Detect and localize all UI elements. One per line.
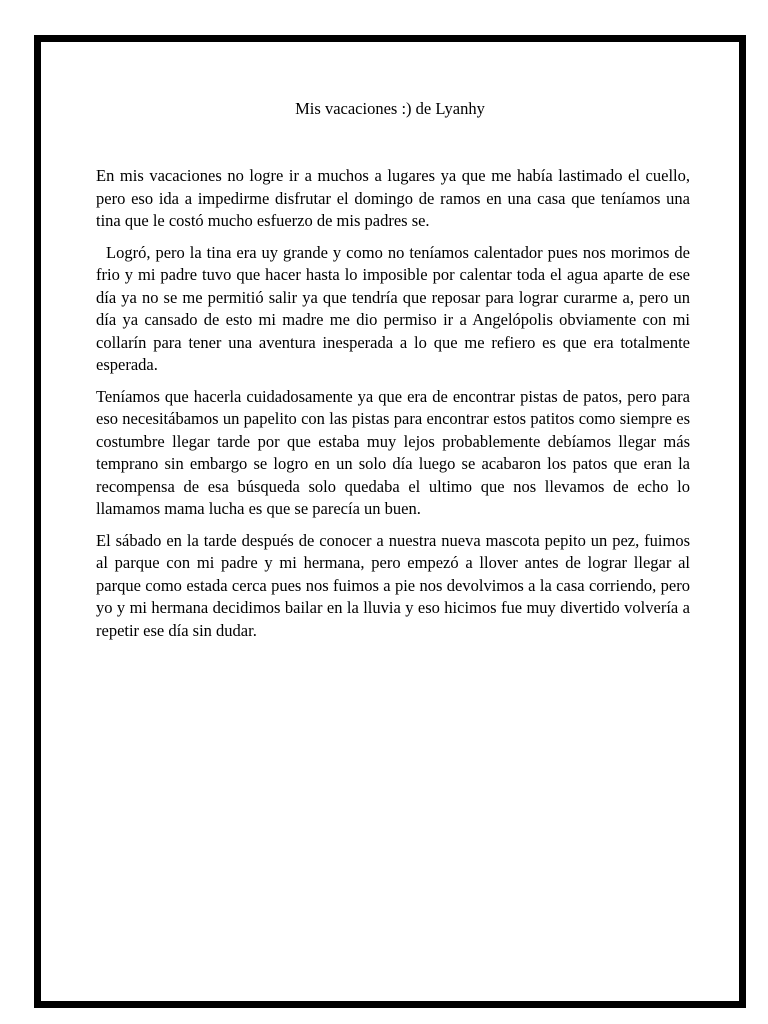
- paragraph-3: Teníamos que hacerla cuidadosamente ya que era de encontrar pistas de patos, pero para eso necesitábamos un papelito con las pistas para encontrar estos patitos como siempre es costumbre llegar tarde por que estaba muy lejos probablemente debíamos llegar más temprano sin embargo se logro en un solo día luego se acabaron los patos que eran la recompensa de esa búsqueda solo quedaba el ultimo que nos llevamos de echo lo llamamos mama lucha es que se parecía un buen.: [96, 386, 690, 518]
- document-body: [96, 165, 690, 651]
- paragraph-2: Logró, pero la tina era uy grande y como no teníamos calentador pues nos morimos de frio y mi padre tuvo que hacer hasta lo imposible por calentar toda el agua aparte de ese día ya no se me permitió salir ya que tendría que reposar para lograr curarme a, pero un día ya cansado de esto mi madre me dio permiso ir a Angelópolis obviamente con mi collarín para tener una aventura inesperada a lo que me refiero es que era totalmente esperada.: [96, 242, 690, 374]
- page-border: [34, 35, 746, 1008]
- document-title: Mis vacaciones :) de Lyanhy: [295, 99, 485, 118]
- paragraph-4: El sábado en la tarde después de conocer a nuestra nueva mascota pepito un pez, fuimos al parque con mi padre y mi hermana, pero empezó a llover antes de lograr llegar al parque como estada cerca pues nos fuimos a pie nos devolvimos a la casa corriendo, pero yo y mi hermana decidimos bailar en la lluvia y eso hicimos fue muy divertido volvería a repetir ese día sin dudar.: [96, 530, 690, 640]
- paragraph-1: En mis vacaciones no logre ir a muchos a lugares ya que me había lastimado el cuello, pero eso ida a impedirme disfrutar el domingo de ramos en una casa que teníamos una tina que le costó mucho esfuerzo de mis padres se.: [96, 166, 690, 230]
